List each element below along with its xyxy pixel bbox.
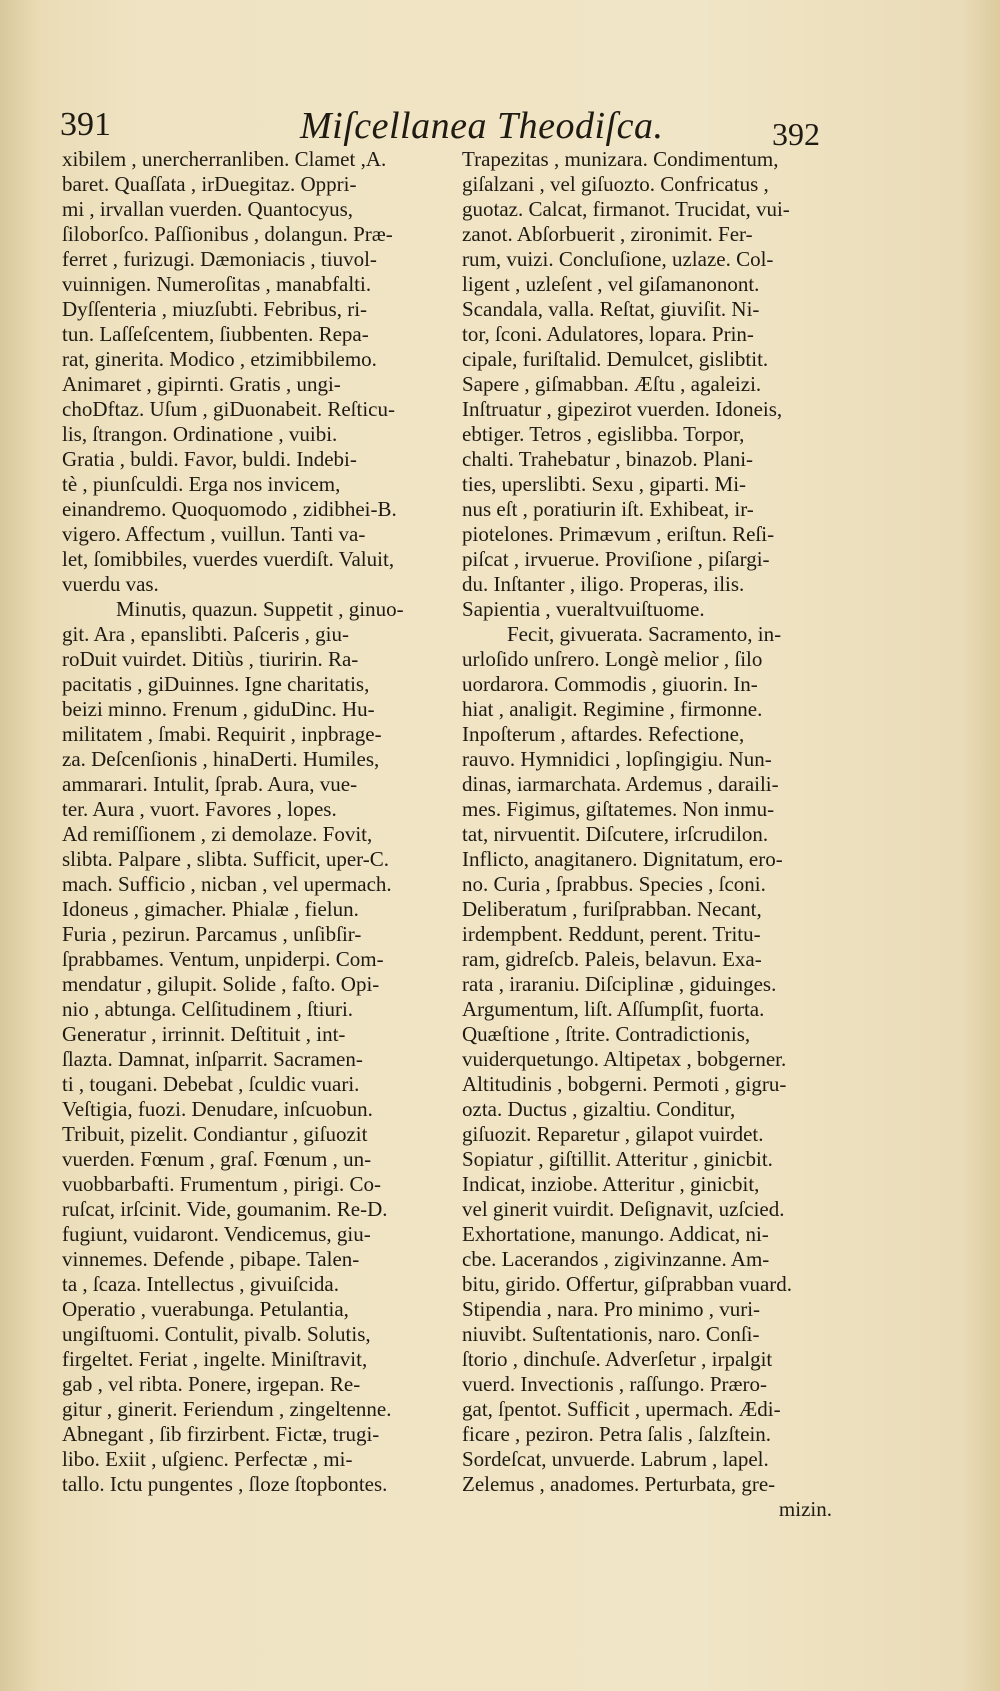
text-line: tè , piunſculdi. Erga nos invicem, [62,472,341,496]
text-line: Ad remiſſionem , zi demolaze. Fovit, [62,822,373,846]
text-line: piſcat , irvuerue. Proviſione , piſargi- [462,547,770,571]
text-line: Trapezitas , munizara. Condimentum, [462,147,779,171]
text-line: ammarari. Intulit, ſprab. Aura, vue- [62,772,358,796]
text-line: Generatur , irrinnit. Deſtituit , int- [62,1022,346,1046]
text-line: Dyſſenteria , miuzſubti. Febribus, ri- [62,297,368,321]
text-line: ram, gidreſcb. Paleis, belavun. Exa- [462,947,762,971]
text-line: guotaz. Calcat, firmanot. Trucidat, vui- [462,197,790,221]
text-line: vinnemes. Defende , pibape. Talen- [62,1247,360,1271]
text-line: Exhortatione, manungo. Addicat, ni- [462,1222,769,1246]
text-line: git. Ara , epanslibti. Paſceris , giu- [62,622,349,646]
text-line: fugiunt, vuidaront. Vendicemus, giu- [62,1222,371,1246]
text-line: ti , tougani. Debebat , ſculdic vuari. [62,1072,360,1096]
text-line: mizin. [778,1497,832,1521]
text-line: hiat , analigit. Regimine , firmonne. [462,697,763,721]
text-line: ſiloborſco. Paſſionibus , dolangun. Præ- [62,222,393,246]
text-line: du. Inſtanter , iligo. Properas, ilis. [462,572,745,596]
text-line: baret. Quaſſata , irDuegitaz. Oppri- [62,172,357,196]
text-line: Veſtigia, fuozi. Denudare, inſcuobun. [62,1097,373,1121]
right-column [462,147,832,1522]
text-line: Sordeſcat, unvuerde. Labrum , lapel. [462,1447,769,1471]
text-line: irdempbent. Reddunt, perent. Tritu- [462,922,761,946]
text-line: no. Curia , ſprabbus. Species , ſconi. [462,872,766,896]
text-line: firgeltet. Feriat , ingelte. Miniſtravit, [62,1347,368,1371]
text-line: Sapere , giſmabban. Æſtu , agaleizi. [462,372,762,396]
text-line: Minutis, quazun. Suppetit , ginuo- [116,597,404,621]
page-number-right: 392 [772,116,820,152]
text-line: rauvo. Hymnidici , lopſingigiu. Nun- [462,747,772,771]
text-line: mes. Figimus, giſtatemes. Non inmu- [462,797,775,821]
text-line: nus eſt , poratiurin iſt. Exhibeat, ir- [462,497,754,521]
text-line: Altitudinis , bobgerni. Permoti , gigru- [462,1072,787,1096]
text-line: vuobbarbafti. Frumentum , pirigi. Co- [62,1172,382,1196]
text-line: rata , iraraniu. Diſciplinæ , giduinges. [462,972,777,996]
text-line: ter. Aura , vuort. Favores , lopes. [62,797,337,821]
text-line: tallo. Ictu pungentes , ſloze ſtopbontes. [62,1472,388,1496]
text-line: ruſcat, irſcinit. Vide, goumanim. Re-D. [62,1197,388,1221]
text-line: vel ginerit vuirdit. Deſignavit, uzſcied. [462,1197,785,1221]
text-line: ozta. Ductus , gizaltiu. Conditur, [462,1097,736,1121]
text-line: roDuit vuirdet. Ditiùs , tiuririn. Ra- [62,647,359,671]
text-line: ſtorio , dinchuſe. Adverſetur , irpalgit [462,1347,773,1371]
text-line: Abnegant , ſib firzirbent. Fictæ, trugi- [62,1422,380,1446]
text-line: ſprabbames. Ventum, unpiderpi. Com- [62,947,384,971]
text-line: Inpoſterum , aftardes. Refectione, [462,722,745,746]
text-line: vuerden. Fœnum , graſ. Fœnum , un- [62,1147,372,1171]
text-line: niuvibt. Suſtentationis, naro. Conſi- [462,1322,760,1346]
text-line: za. Deſcenſionis , hinaDerti. Humiles, [62,747,380,771]
text-line: ebtiger. Tetros , egislibba. Torpor, [462,422,745,446]
page-number-left: 391 [60,106,111,143]
text-line: pacitatis , giDuinnes. Igne charitatis, [62,672,370,696]
text-line: rum, vuizi. Concluſione, uzlaze. Col- [462,247,774,271]
text-line: vuinnigen. Numeroſitas , manabfalti. [62,272,372,296]
text-line: gab , vel ribta. Ponere, irgepan. Re- [62,1372,361,1396]
text-line: dinas, iarmarchata. Ardemus , daraili- [462,772,779,796]
text-line: urloſido unſrero. Longè melior , ſilo [462,647,763,671]
text-line: Zelemus , anadomes. Perturbata, gre- [462,1472,776,1496]
running-title: Miſcellanea Theodiſca. [300,105,664,147]
text-line: mi , irvallan vuerden. Quantocyus, [62,197,354,221]
text-line: Inflicto, anagitanero. Dignitatum, ero- [462,847,783,871]
text-line: choDftaz. Uſum , giDuonabeit. Reſticu- [62,397,395,421]
text-line: beizi minno. Frenum , giduDinc. Hu- [62,697,375,721]
text-line: mach. Sufficio , nicban , vel upermach. [62,872,392,896]
text-line: Sopiatur , giſtillit. Atteritur , ginicbit. [462,1147,773,1171]
text-line: einandremo. Quoquomodo , zidibhei-B. [62,497,397,521]
text-line: vigero. Affectum , vuillun. Tanti va- [62,522,366,546]
text-line: Inſtruatur , gipezirot vuerden. Idoneis, [462,397,783,421]
text-line: Indicat, inziobe. Atteritur , ginicbit, [462,1172,760,1196]
text-line: giſuozit. Reparetur , gilapot vuirdet. [462,1122,764,1146]
text-line: giſalzani , vel giſuozto. Confricatus , [462,172,769,196]
text-line: lis, ſtrangon. Ordinatione , vuibi. [62,422,338,446]
text-line: Animaret , gipirnti. Gratis , ungi- [62,372,341,396]
text-line: slibta. Palpare , slibta. Sufficit, uper-C. [62,847,389,871]
text-line: Idoneus , gimacher. Phialæ , fielun. [62,897,359,921]
text-line: Argumentum, liſt. Aſſumpſit, fuorta. [462,997,765,1021]
text-line: ſlazta. Damnat, inſparrit. Sacramen- [62,1047,363,1071]
text-line: cipale, furiſtalid. Demulcet, gislibtit. [462,347,769,371]
text-line: Deliberatum , furiſprabban. Necant, [462,897,762,921]
text-line: tor, ſconi. Adulatores, lopara. Prin- [462,322,754,346]
text-line: mendatur , gilupit. Solide , faſto. Opi- [62,972,380,996]
text-line: Fecit, givuerata. Sacramento, in- [507,622,782,646]
text-line: bitu, girido. Offertur, giſprabban vuard. [462,1272,793,1296]
text-line: ligent , uzleſent , vel giſamanonont. [462,272,760,296]
text-line: Tribuit, pizelit. Condiantur , giſuozit [62,1122,368,1146]
text-line: uordarora. Commodis , giuorin. In- [462,672,758,696]
text-line: libo. Exiit , uſgienc. Perfectæ , mi- [62,1447,353,1471]
text-line: Stipendia , nara. Pro minimo , vuri- [462,1297,761,1321]
text-line: Gratia , buldi. Favor, buldi. Indebi- [62,447,357,471]
text-line: piotelones. Primævum , eriſtun. Reſi- [462,522,775,546]
text-line: militatem , ſmabi. Requirit , inpbrage- [62,722,382,746]
text-line: vuerdu vas. [62,572,159,596]
text-line: ta , ſcaza. Intellectus , givuiſcida. [62,1272,339,1296]
text-line: Operatio , vuerabunga. Petulantia, [62,1297,349,1321]
text-line: ficare , peziron. Petra ſalis , ſalzſtein. [462,1422,772,1446]
text-line: nio , abtunga. Celſitudinem , ſtiuri. [62,997,354,1021]
text-line: gat, ſpentot. Sufficit , upermach. Ædi- [462,1397,781,1421]
text-line: Sapientia , vueraltvuiſtuome. [462,597,705,621]
left-column [62,147,432,1497]
text-line: ferret , furizugi. Dæmoniacis , tiuvol- [62,247,377,271]
text-line: zanot. Abſorbuerit , zironimit. Fer- [462,222,753,246]
text-line: vuerd. Invectionis , raſſungo. Præro- [462,1372,768,1396]
text-line: ties, uperslibti. Sexu , giparti. Mi- [462,472,747,496]
text-line: gitur , ginerit. Feriendum , zingeltenne. [62,1397,392,1421]
text-line: Quæſtione , ſtrite. Contradictionis, [462,1022,751,1046]
text-line: Furia , pezirun. Parcamus , unſibſir- [62,922,362,946]
text-line: Scandala, valla. Reſtat, giuviſit. Ni- [462,297,760,321]
text-line: cbe. Lacerandos , zigivinzanne. Am- [462,1247,770,1271]
text-line: tun. Laſſeſcentem, ſiubbenten. Repa- [62,322,369,346]
text-line: xibilem , unercherranliben. Clamet ,A. [62,147,387,171]
text-line: rat, ginerita. Modico , etzimibbilemo. [62,347,377,371]
text-line: ungiſtuomi. Contulit, pivalb. Solutis, [62,1322,371,1346]
text-line: tat, nirvuentit. Diſcutere, irſcrudilon. [462,822,769,846]
text-line: chalti. Trahebatur , binazob. Plani- [462,447,754,471]
text-line: let, ſomibbiles, vuerdes vuerdiſt. Valuit, [62,547,395,571]
text-line: vuiderquetungo. Altipetax , bobgerner. [462,1047,787,1071]
